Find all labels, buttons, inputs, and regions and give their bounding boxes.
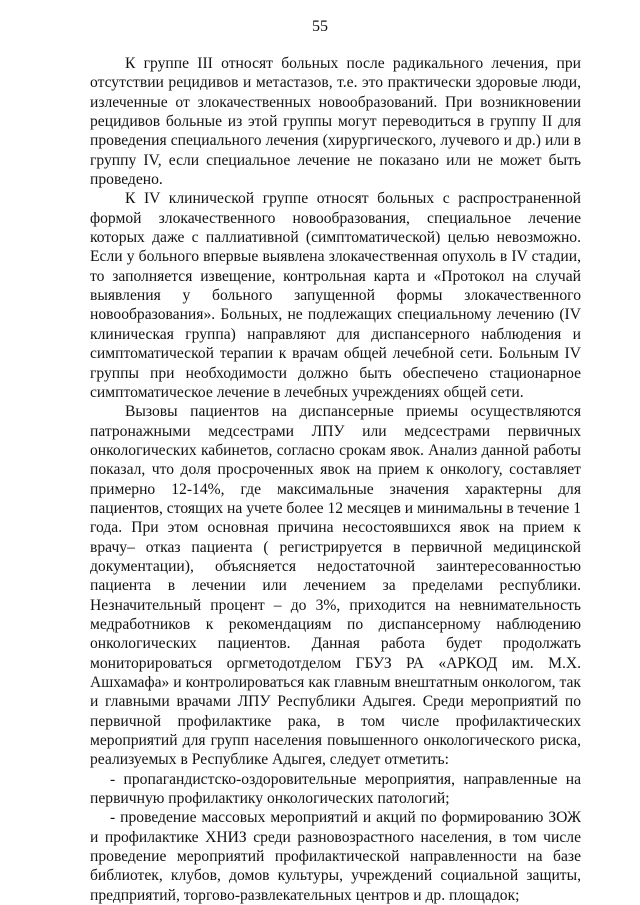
paragraph-group-iii: К группе III относят больных после радикального лечения, при отсутствии рецидивов и метастазов, т.е. это практически здоровые люди, излеченные от злокачественных новообразований. При возникновении рецидивов больные из этой группы могут переводиться в группу II для проведения специального лечения (хирургического, лучевого и др.) или в группу IV, если специальное лечение не показано или не может быть проведено. bbox=[90, 55, 581, 189]
list-item-mass-events: - проведение массовых мероприятий и акций по формированию ЗОЖ и профилактике ХНИЗ среди разновозрастного населения, в том числе проведение мероприятий профилактической направленности на базе библиотек, клубов, домов культуры, учреждений социальной защиты, предприятий, торгово-развлекательных центров и др. площадок; bbox=[90, 809, 581, 904]
document-body bbox=[90, 54, 581, 905]
paragraph-group-iv: К IV клинической группе относят больных с распространенной формой злокачественного новообразования, специальное лечение которых даже с паллиативной (симптоматической) целью невозможно. Если у больного впервые выявлена злокачественная опухоль в IV стадии, то заполняется извещение, контрольная карта и «Протокол на случай выявления у больного запущенной формы злокачественного новообразования». Больных, не подлежащих специальному лечению (IV клиническая группа) направляют для диспансерного наблюдения и симптоматической терапии к врачам общей лечебной сети. Больным IV группы при необходимости должно быть обеспечено стационарное симптоматическое лечение в лечебных учреждениях общей сети. bbox=[90, 190, 581, 401]
page-number: 55 bbox=[312, 18, 328, 35]
list-item-propaganda: - пропагандистско-оздоровительные мероприятия, направленные на первичную профилактику онкологических патологий; bbox=[90, 770, 581, 808]
paragraph-dispensary-visits: Вызовы пациентов на диспансерные приемы осуществляются патронажными медсестрами ЛПУ или медсестрами первичных онкологических кабинетов, согласно срокам явок. Анализ данной работы показал, что доля просроченных явок на прием к онкологу, составляет примерно 12-14%, где максимальные значения характерны для пациентов, стоящих на учете более 12 месяцев и минимальны в течение 1 года. При этом основная причина несостоявшихся явок на прием к врачу– отказ пациента ( регистрируется в первичной медицинской документации), объясняется недостаточной заинтересованностью пациента в лечении или лечением за пределами республики. Незначительный процент – до 3%, приходится на невнимательность медработников к рекомендациям по диспансерному наблюдению онкологических пациентов. Данная работа будет продолжать мониторироваться оргметодотделом ГБУЗ РА «АРКОД им. М.Х. Ашхамафа» и контролироваться как главным внештатным онкологом, так и главными врачами ЛПУ Республики Адыгея. Среди мероприятий по первичной профилактике рака, в том числе профилактических мероприятий для групп населения повышенного онкологического риска, реализуемых в Республике Адыгея, следует отметить: bbox=[90, 403, 581, 769]
